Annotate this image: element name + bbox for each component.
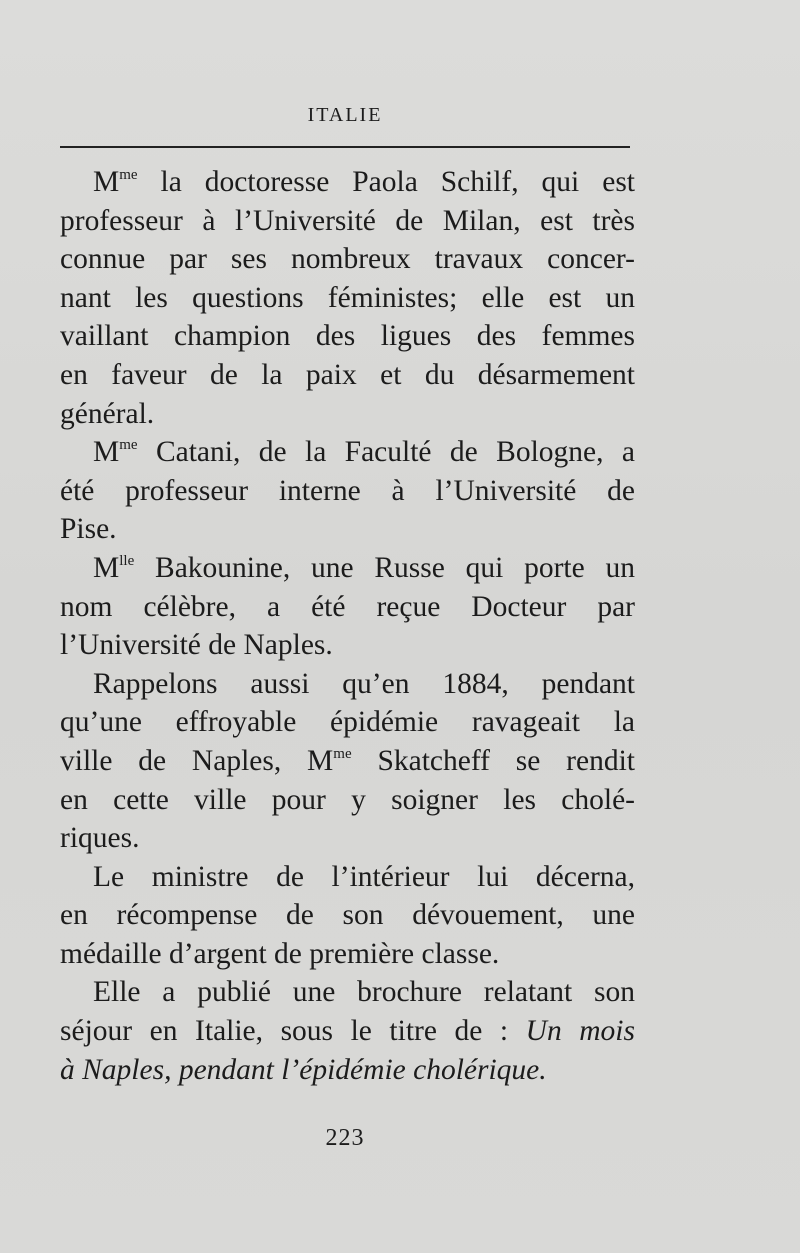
text-line — [60, 202, 635, 241]
text-run: connue par ses nombreux travaux concer- — [60, 243, 635, 276]
paragraph — [60, 665, 635, 858]
text-line — [60, 858, 635, 897]
text-line — [60, 588, 635, 627]
text-line — [60, 240, 635, 279]
text-line — [60, 549, 635, 588]
text-line — [60, 935, 635, 974]
text-run: l’Université de Naples. — [60, 629, 333, 662]
text-line — [60, 317, 635, 356]
text-run: la doctoresse Paola Schilf, qui est — [137, 166, 635, 198]
text-run: général. — [60, 397, 155, 430]
text-run: séjour en Italie, sous le titre de : — [60, 1015, 526, 1048]
text-run: qu’une effroyable épidémie ravageait la — [60, 706, 635, 739]
text-line — [60, 626, 635, 665]
running-head: ITALIE — [307, 104, 383, 126]
text-line — [60, 1012, 635, 1051]
text-run: médaille d’argent de première classe. — [60, 937, 500, 970]
text-run: M — [93, 166, 120, 198]
text-run: Elle a publié une brochure relatant son — [93, 976, 635, 1009]
text-run: ville de Naples, M — [60, 744, 334, 777]
text-run: Catani, de la Faculté de Bologne, a — [137, 436, 635, 469]
text-line — [60, 433, 635, 472]
text-line — [60, 356, 635, 395]
text-run: Le ministre de l’intérieur lui décerna, — [93, 860, 635, 893]
page-number: 223 — [325, 1125, 365, 1151]
text-line — [60, 896, 635, 935]
superscript: me — [119, 437, 138, 454]
superscript: me — [333, 745, 352, 762]
paragraph — [60, 973, 635, 1089]
text-line — [60, 973, 635, 1012]
text-line — [60, 279, 635, 318]
paragraph — [60, 549, 635, 665]
text-run: M — [93, 436, 120, 469]
superscript: lle — [119, 552, 135, 569]
paragraph — [60, 858, 635, 974]
text-line — [60, 703, 635, 742]
text-line — [60, 819, 635, 858]
text-run: Pise. — [60, 513, 117, 546]
text-run: nom célèbre, a été reçue Docteur par — [60, 590, 635, 623]
text-line — [60, 781, 635, 820]
header-rule — [60, 146, 630, 148]
text-line — [60, 742, 635, 781]
text-line — [60, 665, 635, 704]
text-run: M — [93, 551, 120, 584]
superscript: me — [119, 167, 138, 183]
text-run: en cette ville pour y soigner les cholé- — [60, 783, 635, 816]
text-line — [60, 472, 635, 511]
text-run: en récompense de son dévouement, une — [60, 899, 635, 932]
text-line — [60, 1051, 635, 1090]
text-line — [60, 395, 635, 434]
text-run: vaillant champion des ligues des femmes — [60, 320, 635, 353]
text-run: Bakounine, une Russe qui porte un — [134, 551, 635, 584]
text-run: été professeur interne à l’Université de — [60, 474, 635, 507]
body-text — [60, 163, 635, 1089]
text-run: Skatcheff se rendit — [351, 744, 635, 777]
paragraph — [60, 163, 635, 433]
text-run: riques. — [60, 822, 140, 855]
paragraph — [60, 433, 635, 549]
text-line — [60, 510, 635, 549]
text-run: en faveur de la paix et du désarmement — [60, 358, 635, 391]
text-run: nant les questions féministes; elle est un — [60, 281, 635, 314]
italic-title: Un mois — [525, 1015, 635, 1048]
text-run: professeur à l’Université de Milan, est très — [60, 204, 635, 237]
italic-title: à Naples, pendant l’épidémie cholérique. — [60, 1053, 547, 1086]
text-line — [60, 163, 635, 202]
text-run: Rappelons aussi qu’en 1884, pendant — [93, 667, 635, 700]
